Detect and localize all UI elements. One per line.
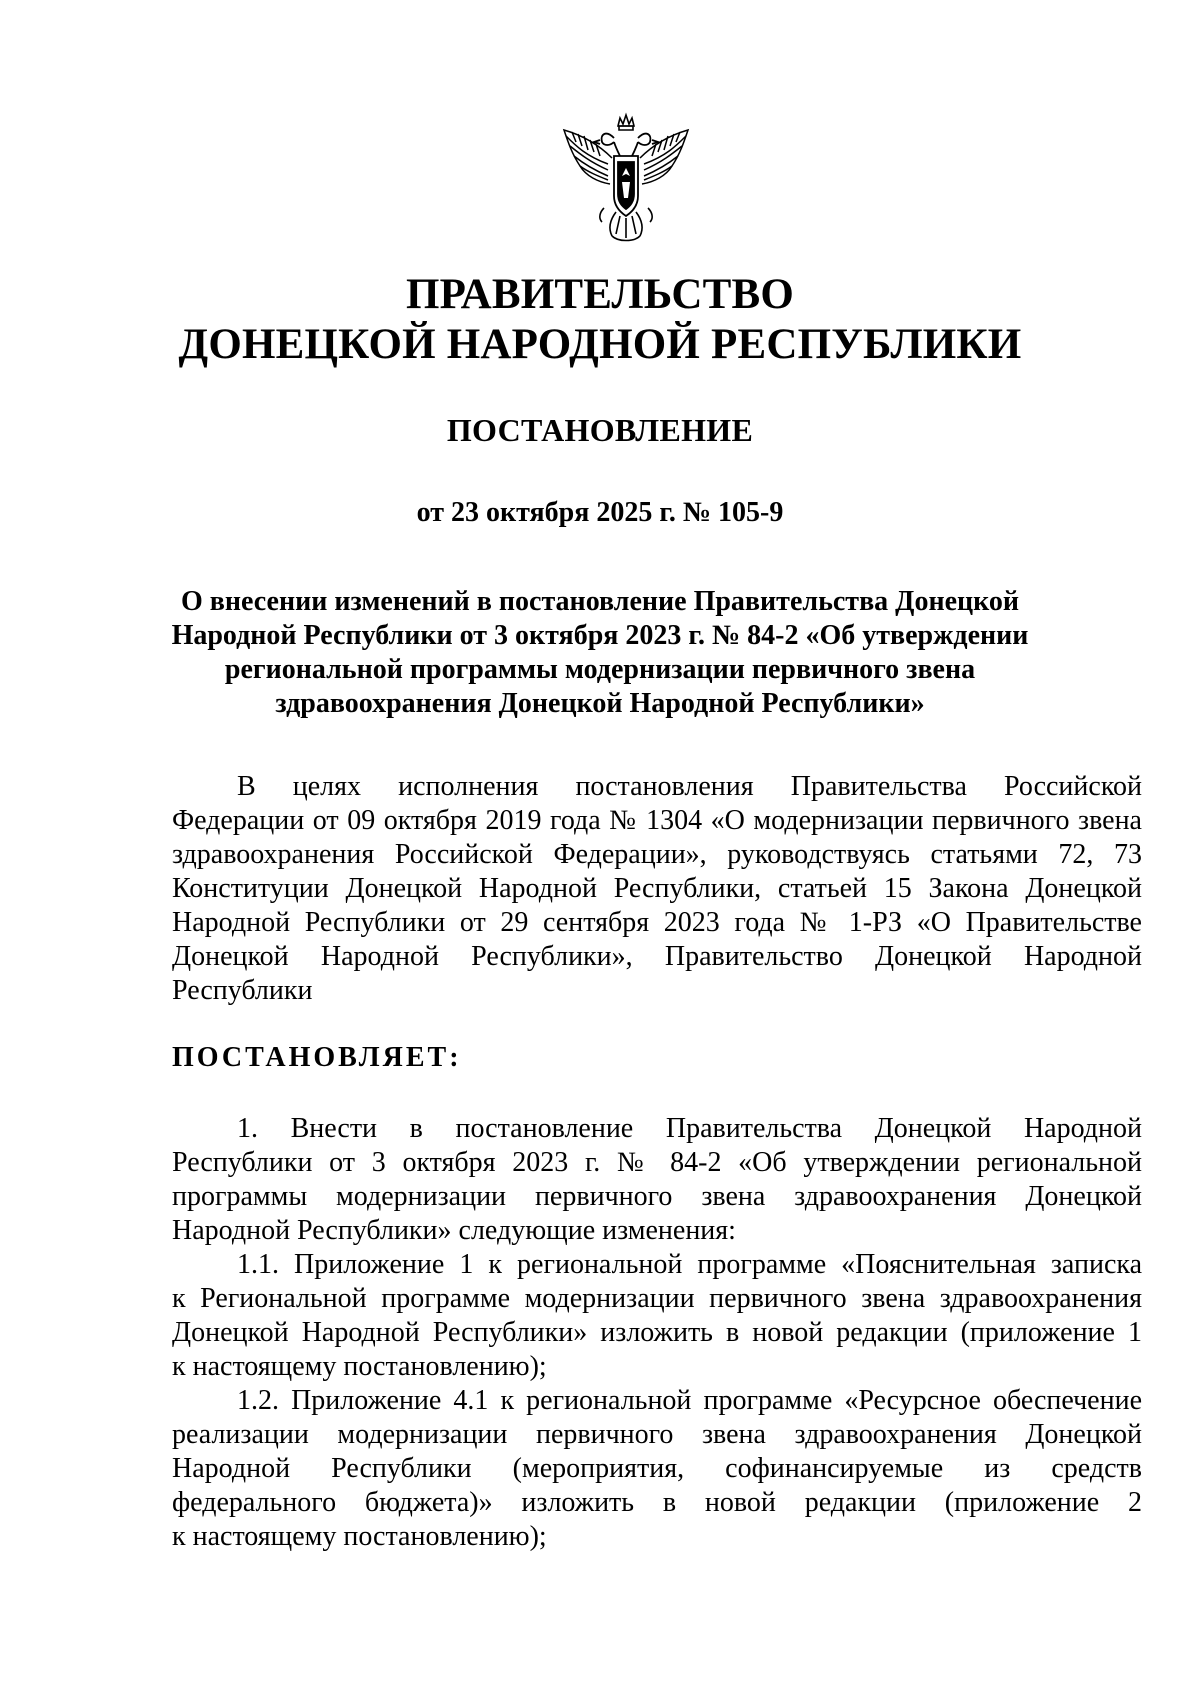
subject-line: Народной Республики от 3 октября 2023 г. № 84-2 «Об утверждении <box>171 620 1029 651</box>
text-line: Народной Республики» следующие изменения: <box>172 1215 736 1246</box>
text-line: 1. Внести в постановление Правительства Донецкой Народной <box>237 1113 1142 1144</box>
subject-line: О внесении изменений в постановление Правительства Донецкой <box>180 586 1020 617</box>
document-type: ПОСТАНОВЛЕНИЕ <box>446 412 754 448</box>
text-line: Народной Республики (мероприятия, софинансируемые из средств <box>172 1453 1142 1484</box>
text-line: программы модернизации первичного звена здравоохранения Донецкой <box>172 1181 1142 1212</box>
resolves-heading: ПОСТАНОВЛЯЕТ: <box>172 1042 462 1073</box>
text-line: федерального бюджета)» изложить в новой редакции (приложение 2 <box>172 1487 1142 1518</box>
text-line: Республики <box>172 975 313 1006</box>
text-line: В целях исполнения постановления Правительства Российской <box>237 771 1142 802</box>
document-date-number: от 23 октября 2025 г. № 105-9 <box>416 497 784 528</box>
subject-line: здравоохранения Донецкой Народной Республики» <box>275 688 925 719</box>
text-line: Донецкой Народной Республики», Правительство Донецкой Народной <box>172 941 1142 972</box>
coat-of-arms-emblem <box>556 112 696 252</box>
text-line: Донецкой Народной Республики» изложить в новой редакции (приложение 1 <box>172 1317 1142 1348</box>
text-line: 1.1. Приложение 1 к региональной программе «Пояснительная записка <box>237 1249 1142 1280</box>
text-line: Республики от 3 октября 2023 г. № 84-2 «Об утверждении региональной <box>172 1147 1142 1178</box>
text-line: 1.2. Приложение 4.1 к региональной программе «Ресурсное обеспечение <box>237 1385 1142 1416</box>
text-line: к настоящему постановлению); <box>172 1521 547 1552</box>
text-line: Народной Республики от 29 сентября 2023 года № 1-РЗ «О Правительстве <box>172 907 1142 938</box>
organization-title-line-1: ПРАВИТЕЛЬСТВО <box>405 271 795 318</box>
organization-title-line-2: ДОНЕЦКОЙ НАРОДНОЙ РЕСПУБЛИКИ <box>178 321 1022 368</box>
text-line: Федерации от 09 октября 2019 года № 1304 «О модернизации первичного звена <box>172 805 1142 836</box>
text-line: Конституции Донецкой Народной Республики, статьей 15 Закона Донецкой <box>172 873 1142 904</box>
text-line: к Региональной программе модернизации первичного звена здравоохранения <box>172 1283 1142 1314</box>
text-line: реализации модернизации первичного звена здравоохранения Донецкой <box>172 1419 1142 1450</box>
text-line: здравоохранения Российской Федерации», руководствуясь статьями 72, 73 <box>172 839 1142 870</box>
text-line: к настоящему постановлению); <box>172 1351 547 1382</box>
subject-line: региональной программы модернизации первичного звена <box>224 654 976 685</box>
